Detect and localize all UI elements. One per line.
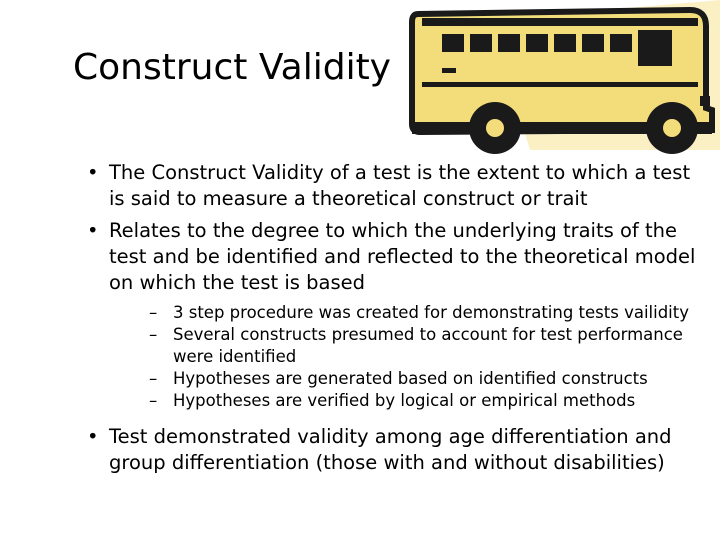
- bullet-glyph: •: [87, 425, 99, 448]
- sub-bullet-text: Hypotheses are verified by logical or empirical methods: [173, 391, 636, 410]
- school-bus-icon: [400, 0, 720, 170]
- dash-glyph: –: [149, 391, 158, 410]
- sub-bullet-item: [137, 368, 706, 390]
- dash-glyph: –: [149, 303, 158, 322]
- bullet-glyph: •: [87, 161, 99, 184]
- sub-bullet-item: [137, 390, 706, 412]
- dash-glyph: –: [149, 325, 158, 344]
- sub-bullet-text: Hypotheses are generated based on identified constructs: [173, 369, 648, 388]
- sub-bullet-text: Several constructs presumed to account for test performance were identified: [173, 325, 683, 366]
- bullet-glyph: •: [87, 219, 99, 242]
- bullet-item: [86, 160, 706, 212]
- sub-bullet-item: [137, 302, 706, 324]
- sub-bullet-list: [109, 302, 706, 412]
- sub-bullet-item: [137, 324, 706, 368]
- bullet-list: [86, 160, 706, 482]
- bullet-item: [86, 424, 706, 476]
- bullet-item: [86, 218, 706, 412]
- bullet-text: Test demonstrated validity among age differentiation and group differentiation (those with and without disabilities): [109, 425, 672, 474]
- bullet-text: The Construct Validity of a test is the extent to which a test is said to measure a theoretical construct or trait: [109, 161, 691, 210]
- slide-title: Construct Validity: [73, 47, 391, 88]
- dash-glyph: –: [149, 369, 158, 388]
- bullet-text: Relates to the degree to which the underlying traits of the test and be identified and reflected to the theoretical model on which the test is based: [109, 219, 696, 294]
- sub-bullet-text: 3 step procedure was created for demonstrating tests vailidity: [173, 303, 690, 322]
